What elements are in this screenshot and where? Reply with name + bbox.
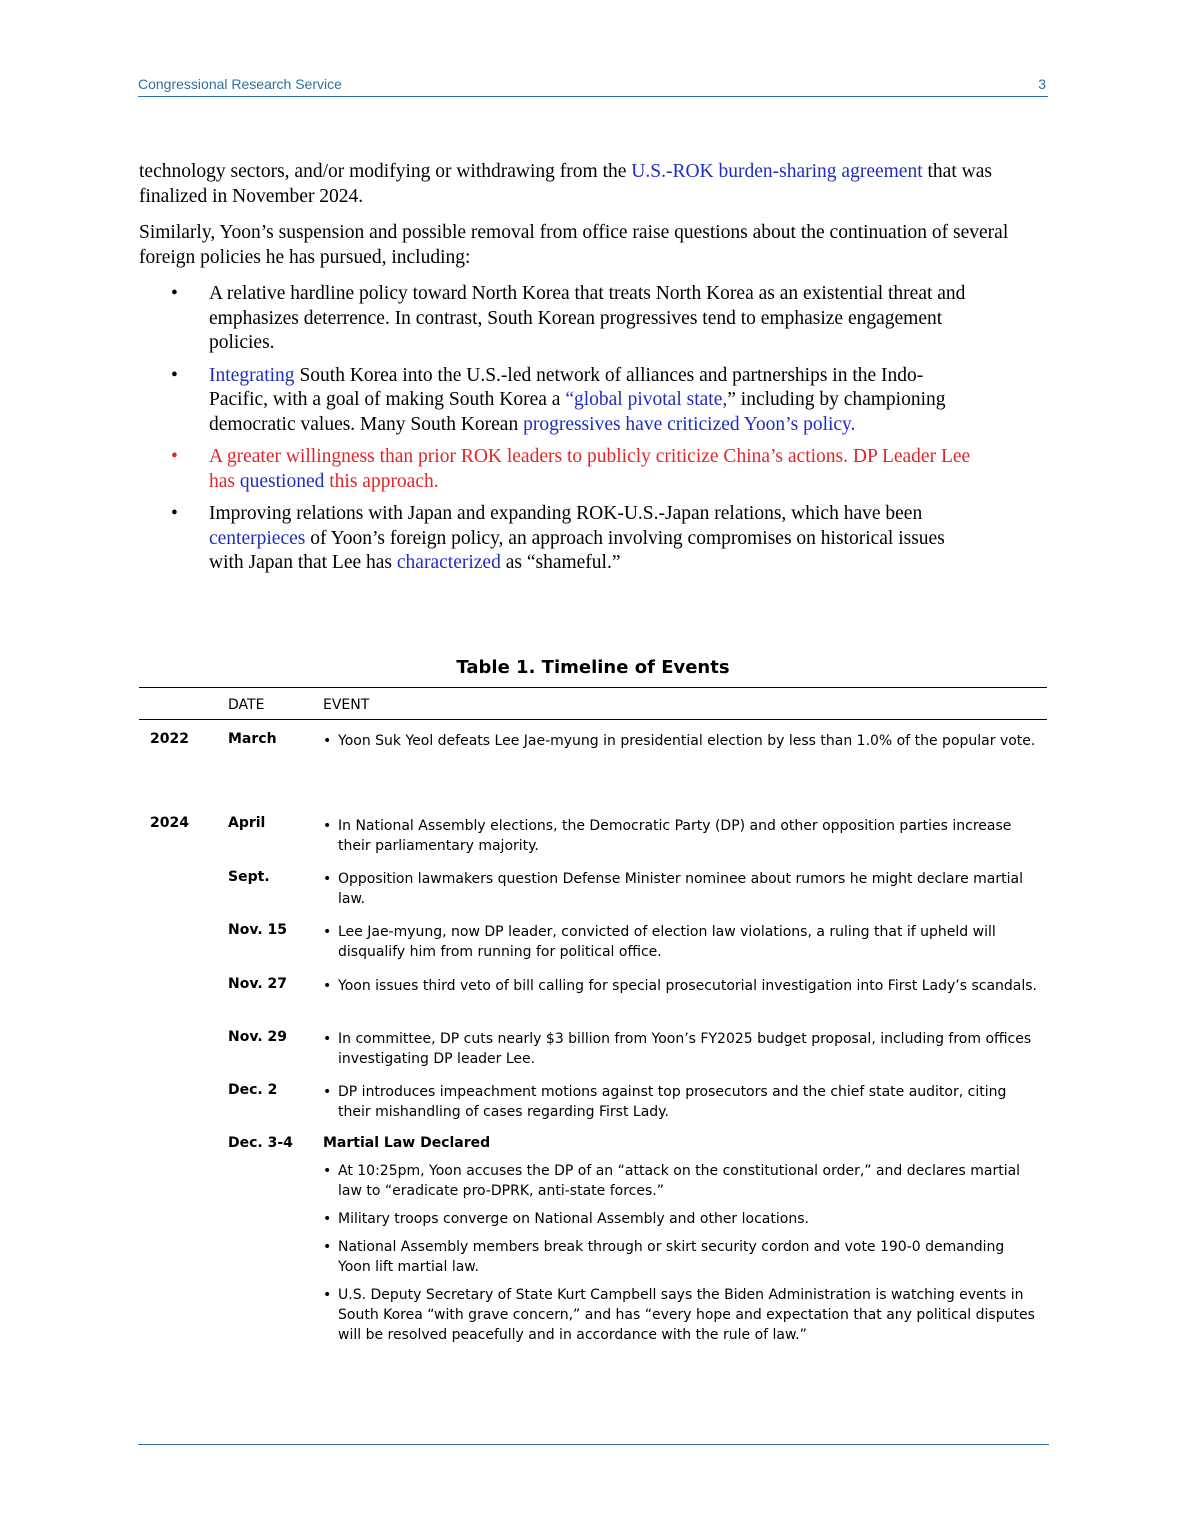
event-item: • Lee Jae-myung, now DP leader, convicted of election law violations, a ruling that if upheld will disqualify him from running for political office. xyxy=(323,922,1039,962)
integrating-link[interactable]: Integrating xyxy=(209,364,295,386)
table-header-rule xyxy=(139,719,1047,720)
page-number: 3 xyxy=(1038,76,1046,92)
event-cell xyxy=(323,731,1039,751)
bullet-icon: • xyxy=(171,446,178,467)
date-cell: Dec. 2 xyxy=(228,1082,278,1098)
centerpieces-link[interactable]: centerpieces xyxy=(209,527,306,549)
event-item: • DP introduces impeachment motions against top prosecutors and the chief state auditor, citing their mishandling of cases regarding First Lady. xyxy=(323,1082,1039,1122)
event-item: • National Assembly members break through or skirt security cordon and vote 190-0 demanding Yoon lift martial law. xyxy=(323,1237,1039,1277)
list-item: • Improving relations with Japan and expanding ROK-U.S.-Japan relations, which have been centerpieces of Yoon’s foreign policy, an approach involving compromises on historical issues with Japan that Lee has characterized as “shameful.” xyxy=(171,503,945,573)
date-cell: April xyxy=(228,815,266,831)
event-cell xyxy=(323,1133,1039,1345)
global-pivotal-state-link[interactable]: “global pivotal state, xyxy=(565,389,728,410)
column-header-event: EVENT xyxy=(323,697,370,713)
date-cell: Nov. 15 xyxy=(228,922,287,938)
bullet-icon: • xyxy=(171,364,178,386)
date-cell: Sept. xyxy=(228,869,270,885)
event-item: • U.S. Deputy Secretary of State Kurt Campbell says the Biden Administration is watching events in South Korea “with grave concern,” and has “every hope and expectation that any political disputes will be resolved peacefully and in accordance with the rule of law.” xyxy=(323,1285,1039,1345)
event-cell xyxy=(323,976,1039,996)
event-cell xyxy=(323,816,1039,856)
paragraph-1: technology sectors, and/or modifying or withdrawing from the U.S.-ROK burden-sharing agreement that was finalized in November 2024. xyxy=(139,161,992,207)
characterized-link[interactable]: characterized xyxy=(396,552,501,573)
event-cell xyxy=(323,1082,1039,1122)
policy-list xyxy=(139,282,1044,576)
event-item: • Yoon Suk Yeol defeats Lee Jae-myung in presidential election by less than 1.0% of the popular vote. xyxy=(323,731,1039,751)
progressives-criticized-link[interactable]: progressives have criticized Yoon’s policy. xyxy=(523,413,856,435)
questioned-link[interactable]: questioned xyxy=(239,470,325,492)
list-item: • Integrating South Korea into the U.S.-led network of alliances and partnerships in the Indo-Pacific, with a goal of making South Korea a “global pivotal state,” including by championing democratic values. Many South Korean progressives have criticized Yoon’s policy. xyxy=(171,364,946,435)
burden-sharing-link[interactable]: U.S.-ROK burden-sharing agreement xyxy=(631,161,923,182)
event-item: • In committee, DP cuts nearly $3 billion from Yoon’s FY2025 budget proposal, including from offices investigating DP leader Lee. xyxy=(323,1029,1039,1069)
date-cell: Nov. 27 xyxy=(228,976,287,992)
page-footer-rule xyxy=(138,1444,1049,1445)
table-title: Table 1. Timeline of Events xyxy=(456,657,730,678)
year-cell: 2024 xyxy=(150,815,189,831)
list-item: • A relative hardline policy toward North Korea that treats North Korea as an existential threat and emphasizes deterrence. In contrast, South Korean progressives tend to emphasize engagement policies. xyxy=(171,283,966,353)
bullet-icon: • xyxy=(171,503,178,524)
event-cell xyxy=(323,922,1039,962)
list-item: • A greater willingness than prior ROK leaders to publicly criticize China’s actions. DP Leader Lee has questioned this approach. xyxy=(171,446,971,492)
date-cell: Nov. 29 xyxy=(228,1029,287,1045)
table-top-rule xyxy=(139,687,1047,688)
event-cell xyxy=(323,869,1039,909)
event-item: • At 10:25pm, Yoon accuses the DP of an “attack on the constitutional order,” and declares martial law to “eradicate pro-DPRK, anti-state forces.” xyxy=(323,1161,1039,1201)
date-cell: Dec. 3-4 xyxy=(228,1135,293,1151)
body-text xyxy=(139,160,1044,584)
event-cell xyxy=(323,1029,1039,1069)
event-subheading: Martial Law Declared xyxy=(323,1135,491,1151)
date-cell: March xyxy=(228,731,277,747)
header-organization: Congressional Research Service xyxy=(138,76,342,92)
page-header xyxy=(138,76,1048,97)
event-item: • Military troops converge on National Assembly and other locations. xyxy=(323,1209,1039,1229)
event-item: • Yoon issues third veto of bill calling for special prosecutorial investigation into First Lady’s scandals. xyxy=(323,976,1039,996)
paragraph-2: Similarly, Yoon’s suspension and possible removal from office raise questions about the continuation of several foreign policies he has pursued, including: xyxy=(139,222,1009,268)
column-header-date: DATE xyxy=(228,697,265,713)
bullet-icon: • xyxy=(171,283,178,304)
event-item: • Opposition lawmakers question Defense Minister nominee about rumors he might declare martial law. xyxy=(323,869,1039,909)
year-cell: 2022 xyxy=(150,731,189,747)
event-item: • In National Assembly elections, the Democratic Party (DP) and other opposition parties increase their parliamentary majority. xyxy=(323,816,1039,856)
